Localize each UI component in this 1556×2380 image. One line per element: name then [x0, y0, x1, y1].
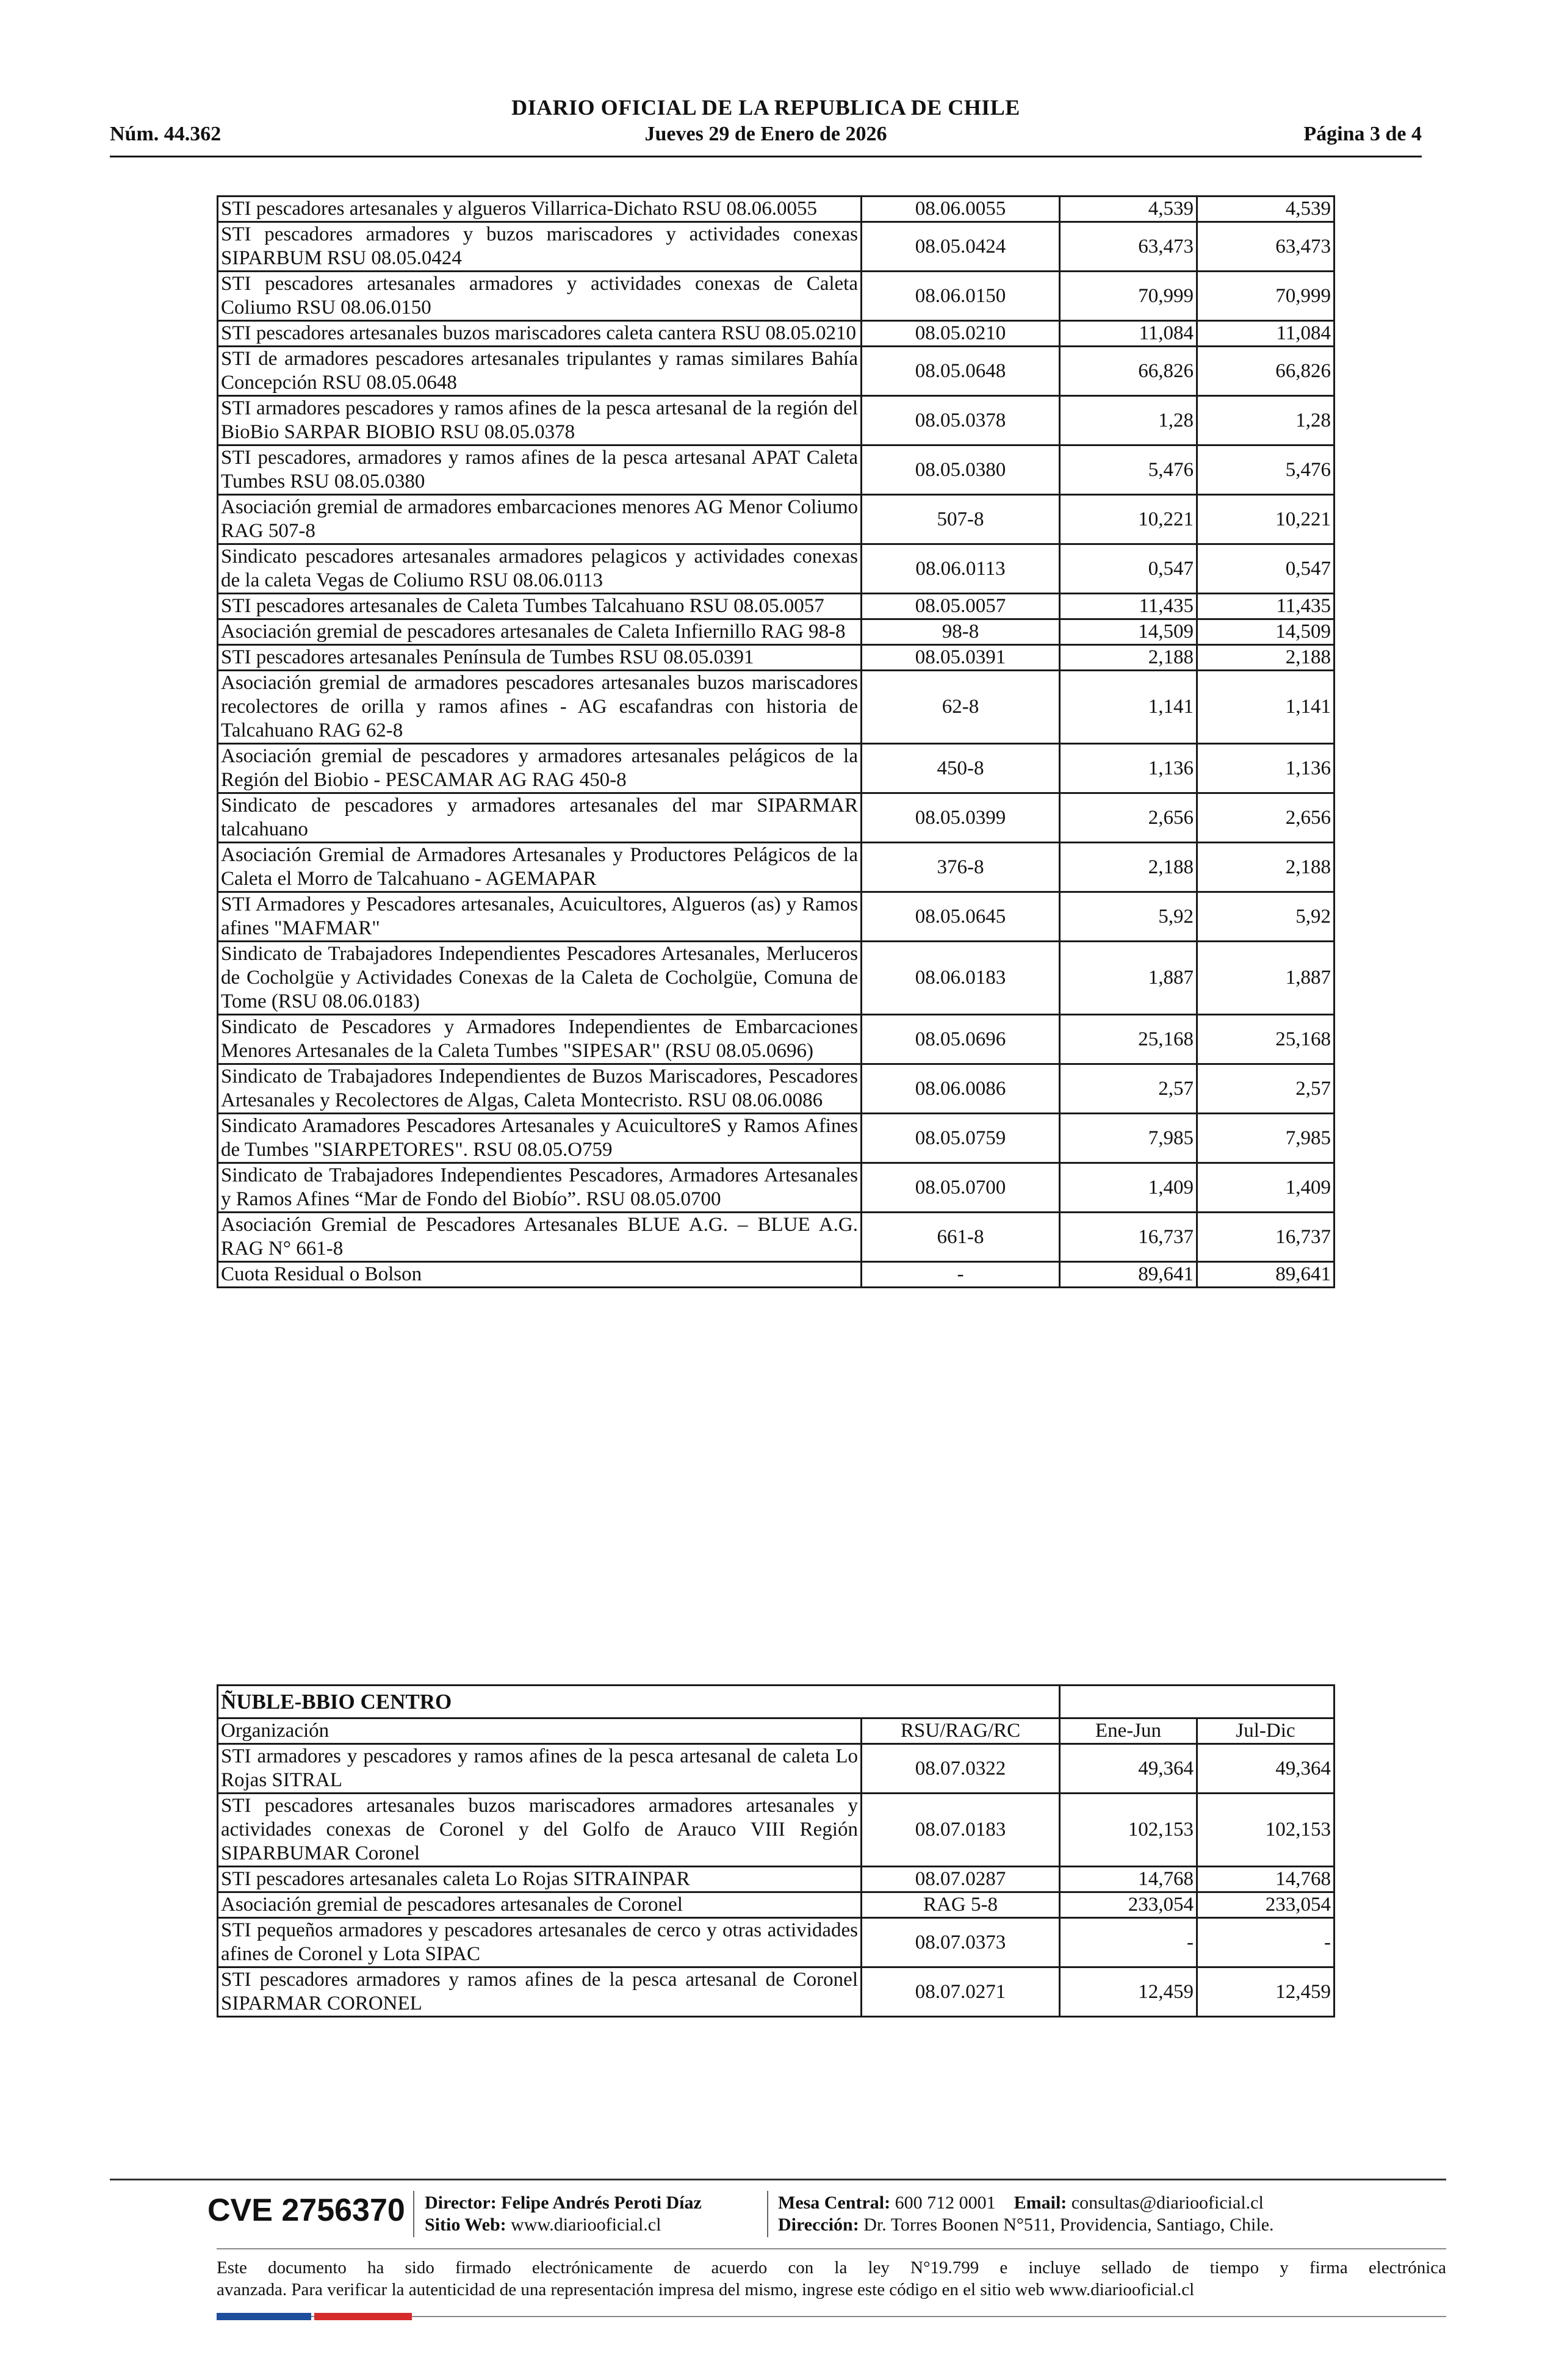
rsu-cell: 08.05.0399 — [862, 793, 1060, 843]
jul-dic-cell: 11,435 — [1197, 594, 1334, 619]
jul-dic-cell: 2,57 — [1197, 1064, 1334, 1114]
ene-jun-cell: 11,435 — [1060, 594, 1197, 619]
rsu-cell: 08.05.0391 — [862, 645, 1060, 671]
ene-jun-cell: 89,641 — [1060, 1262, 1197, 1288]
ene-jun-cell: 14,509 — [1060, 619, 1197, 645]
ene-jun-cell: 1,887 — [1060, 942, 1197, 1015]
ene-jun-cell: 14,768 — [1060, 1867, 1197, 1892]
jul-dic-cell: 0,547 — [1197, 544, 1334, 594]
rsu-cell: 08.05.0645 — [862, 892, 1060, 942]
issue-number: Núm. 44.362 — [110, 123, 222, 145]
rsu-cell: 08.06.0183 — [862, 942, 1060, 1015]
region-title: ÑUBLE-BBIO CENTRO — [218, 1686, 1060, 1718]
jul-dic-cell: 25,168 — [1197, 1015, 1334, 1064]
table-row — [218, 1744, 1334, 1794]
org-cell: STI pescadores armadores y buzos mariscadores y actividades conexas SIPARBUM RSU 08.05.0424 — [218, 222, 862, 272]
org-cell: STI pescadores artesanales de Caleta Tumbes Talcahuano RSU 08.05.0057 — [218, 594, 862, 619]
page-header — [110, 95, 1422, 162]
jul-dic-cell: 89,641 — [1197, 1262, 1334, 1288]
jul-dic-cell: 1,141 — [1197, 671, 1334, 744]
org-cell: Asociación gremial de armadores pescadores artesanales buzos mariscadores recolectores de orilla y ramos afines - AG escafandras con historia de Talcahuano RAG 62-8 — [218, 671, 862, 744]
address-text: Dr. Torres Boonen N°511, Providencia, Santiago, Chile. — [863, 2215, 1274, 2235]
rsu-cell: 08.05.0210 — [862, 321, 1060, 347]
rsu-cell: 08.07.0322 — [862, 1744, 1060, 1794]
rsu-cell: 507-8 — [862, 495, 1060, 544]
table-row — [218, 1213, 1334, 1262]
region-header-row — [218, 1686, 1334, 1718]
director-label: Director: — [425, 2193, 497, 2213]
ene-jun-cell: 102,153 — [1060, 1794, 1197, 1867]
footer-director-block — [425, 2192, 702, 2236]
ene-jun-cell: 11,084 — [1060, 321, 1197, 347]
table-row — [218, 396, 1334, 445]
ene-jun-cell: 16,737 — [1060, 1213, 1197, 1262]
jul-dic-cell: 2,656 — [1197, 793, 1334, 843]
rsu-cell: 08.06.0055 — [862, 197, 1060, 222]
rsu-cell: 08.05.0057 — [862, 594, 1060, 619]
ene-jun-cell: 7,985 — [1060, 1114, 1197, 1163]
jul-dic-cell: 1,887 — [1197, 942, 1334, 1015]
rsu-cell: 08.05.0424 — [862, 222, 1060, 272]
org-cell: STI pescadores artesanales armadores y actividades conexas de Caleta Coliumo RSU 08.06.0150 — [218, 272, 862, 321]
jul-dic-cell: 7,985 — [1197, 1114, 1334, 1163]
org-cell: Asociación Gremial de Pescadores Artesanales BLUE A.G. – BLUE A.G. RAG N° 661-8 — [218, 1213, 862, 1262]
jul-dic-cell: 102,153 — [1197, 1794, 1334, 1867]
ene-jun-cell: 49,364 — [1060, 1744, 1197, 1794]
table-row — [218, 843, 1334, 892]
ene-jun-cell: 2,57 — [1060, 1064, 1197, 1114]
ene-jun-cell: 25,168 — [1060, 1015, 1197, 1064]
table-row — [218, 347, 1334, 396]
org-cell: STI pescadores artesanales caleta Lo Rojas SITRAINPAR — [218, 1867, 862, 1892]
ene-jun-cell: 4,539 — [1060, 197, 1197, 222]
table-row — [218, 1867, 1334, 1892]
quota-table-body — [218, 1744, 1334, 2017]
col-header-jul-dic: Jul-Dic — [1197, 1718, 1334, 1744]
director-name: Felipe Andrés Peroti Díaz — [501, 2193, 702, 2213]
rsu-cell: 98-8 — [862, 619, 1060, 645]
jul-dic-cell: 14,768 — [1197, 1867, 1334, 1892]
rsu-cell: 08.07.0271 — [862, 1967, 1060, 2017]
org-cell: Asociación gremial de pescadores artesanales de Coronel — [218, 1892, 862, 1918]
cve-code: CVE 2756370 — [207, 2193, 405, 2228]
org-cell: Sindicato de Trabajadores Independientes de Buzos Mariscadores, Pescadores Artesanales y Recolectores de Algas, Caleta Montecristo. RSU 08.06.0086 — [218, 1064, 862, 1114]
org-cell: Sindicato pescadores artesanales armadores pelagicos y actividades conexas de la caleta Vegas de Coliumo RSU 08.06.0113 — [218, 544, 862, 594]
org-cell: Asociación gremial de pescadores artesanales de Caleta Infiernillo RAG 98-8 — [218, 619, 862, 645]
ene-jun-cell: 1,136 — [1060, 744, 1197, 793]
table-row — [218, 445, 1334, 495]
page-footer — [110, 2179, 1446, 2331]
header-rule — [110, 156, 1422, 157]
jul-dic-cell: 10,221 — [1197, 495, 1334, 544]
rsu-cell: 08.05.0700 — [862, 1163, 1060, 1213]
table-row — [218, 1918, 1334, 1967]
rsu-cell: 08.05.0759 — [862, 1114, 1060, 1163]
org-cell: STI pescadores artesanales y algueros Villarrica-Dichato RSU 08.06.0055 — [218, 197, 862, 222]
table-row — [218, 197, 1334, 222]
table-row — [218, 321, 1334, 347]
footer-rule — [110, 2179, 1446, 2180]
column-header-row — [218, 1718, 1334, 1744]
email-label: Email: — [1014, 2193, 1067, 2213]
org-cell: Sindicato de pescadores y armadores artesanales del mar SIPARMAR talcahuano — [218, 793, 862, 843]
table-row — [218, 1015, 1334, 1064]
table-row — [218, 1892, 1334, 1918]
org-cell: Asociación gremial de pescadores y armadores artesanales pelágicos de la Región del Biobio - PESCAMAR AG RAG 450-8 — [218, 744, 862, 793]
phone-label: Mesa Central: — [778, 2193, 891, 2213]
quota-table-body — [218, 197, 1334, 1288]
region-header-blank — [1060, 1686, 1334, 1718]
jul-dic-cell: - — [1197, 1918, 1334, 1967]
rsu-cell: 08.05.0648 — [862, 347, 1060, 396]
table-row — [218, 544, 1334, 594]
jul-dic-cell: 70,999 — [1197, 272, 1334, 321]
ene-jun-cell: 5,92 — [1060, 892, 1197, 942]
rsu-cell: 661-8 — [862, 1213, 1060, 1262]
rsu-cell: 376-8 — [862, 843, 1060, 892]
jul-dic-cell: 63,473 — [1197, 222, 1334, 272]
ene-jun-cell: 66,826 — [1060, 347, 1197, 396]
ene-jun-cell: - — [1060, 1918, 1197, 1967]
ene-jun-cell: 2,188 — [1060, 645, 1197, 671]
table-row — [218, 594, 1334, 619]
table-row — [218, 1967, 1334, 2017]
org-cell: STI Armadores y Pescadores artesanales, Acuicultores, Algueros (as) y Ramos afines "MAFMAR" — [218, 892, 862, 942]
gazette-title: DIARIO OFICIAL DE LA REPUBLICA DE CHILE — [511, 95, 1020, 120]
jul-dic-cell: 2,188 — [1197, 645, 1334, 671]
org-cell: STI pescadores artesanales buzos mariscadores armadores artesanales y actividades conexas de Coronel y del Golfo de Arauco VIII Región SIPARBUMAR Coronel — [218, 1794, 862, 1867]
org-cell: STI armadores y pescadores y ramos afines de la pesca artesanal de caleta Lo Rojas SITRAL — [218, 1744, 862, 1794]
jul-dic-cell: 5,92 — [1197, 892, 1334, 942]
rsu-cell: 62-8 — [862, 671, 1060, 744]
jul-dic-cell: 2,188 — [1197, 843, 1334, 892]
email-link[interactable]: consultas@diariooficial.cl — [1071, 2193, 1264, 2213]
legal-notice-line-2: avanzada. Para verificar la autenticidad de una representación impresa del mismo, ingrese este código en el sitio web www.diariooficial.cl — [217, 2280, 1195, 2299]
col-header-rsu: RSU/RAG/RC — [862, 1718, 1060, 1744]
rsu-cell: 08.06.0086 — [862, 1064, 1060, 1114]
footer-contact-block — [778, 2192, 1274, 2236]
org-cell: STI pequeños armadores y pescadores artesanales de cerco y otras actividades afines de Coronel y Lota SIPAC — [218, 1918, 862, 1967]
jul-dic-cell: 1,136 — [1197, 744, 1334, 793]
website-link[interactable]: www.diariooficial.cl — [511, 2215, 661, 2235]
org-cell: Sindicato de Trabajadores Independientes Pescadores, Armadores Artesanales y Ramos Afines “Mar de Fondo del Biobío”. RSU 08.05.0700 — [218, 1163, 862, 1213]
table-row — [218, 1163, 1334, 1213]
org-cell: STI de armadores pescadores artesanales tripulantes y ramas similares Bahía Concepción RSU 08.05.0648 — [218, 347, 862, 396]
org-cell: STI pescadores, armadores y ramos afines de la pesca artesanal APAT Caleta Tumbes RSU 08.05.0380 — [218, 445, 862, 495]
table-row — [218, 1262, 1334, 1288]
jul-dic-cell: 233,054 — [1197, 1892, 1334, 1918]
table-row — [218, 942, 1334, 1015]
org-cell: STI pescadores artesanales buzos mariscadores caleta cantera RSU 08.05.0210 — [218, 321, 862, 347]
rsu-cell: 08.05.0378 — [862, 396, 1060, 445]
table-row — [218, 222, 1334, 272]
jul-dic-cell: 12,459 — [1197, 1967, 1334, 2017]
rsu-cell: RAG 5-8 — [862, 1892, 1060, 1918]
table-row — [218, 272, 1334, 321]
table-row — [218, 1794, 1334, 1867]
rsu-cell: 08.07.0287 — [862, 1867, 1060, 1892]
ene-jun-cell: 5,476 — [1060, 445, 1197, 495]
rsu-cell: - — [862, 1262, 1060, 1288]
ene-jun-cell: 10,221 — [1060, 495, 1197, 544]
org-cell: STI armadores pescadores y ramos afines de la pesca artesanal de la región del BioBio SARPAR BIOBIO RSU 08.05.0378 — [218, 396, 862, 445]
rsu-cell: 08.05.0380 — [862, 445, 1060, 495]
table-row — [218, 744, 1334, 793]
issue-date: Jueves 29 de Enero de 2026 — [644, 123, 887, 145]
ene-jun-cell: 2,656 — [1060, 793, 1197, 843]
page-indicator: Página 3 de 4 — [1303, 123, 1422, 145]
rsu-cell: 08.07.0183 — [862, 1794, 1060, 1867]
ene-jun-cell: 1,141 — [1060, 671, 1197, 744]
ene-jun-cell: 70,999 — [1060, 272, 1197, 321]
jul-dic-cell: 49,364 — [1197, 1744, 1334, 1794]
rsu-cell: 08.07.0373 — [862, 1918, 1060, 1967]
ene-jun-cell: 1,28 — [1060, 396, 1197, 445]
org-cell: Sindicato de Pescadores y Armadores Independientes de Embarcaciones Menores Artesanales de la Caleta Tumbes "SIPESAR" (RSU 08.05.0696) — [218, 1015, 862, 1064]
legal-notice-line-1: Este documento ha sido firmado electrónicamente de acuerdo con la ley N°19.799 e incluye sellado de tiempo y firma electrónica — [217, 2258, 1446, 2277]
org-cell: Sindicato de Trabajadores Independientes Pescadores Artesanales, Merluceros de Cocholgüe y Actividades Conexas de la Caleta de Cocholgüe, Comuna de Tome (RSU 08.06.0183) — [218, 942, 862, 1015]
col-header-organizacion: Organización — [218, 1718, 862, 1744]
org-cell: Sindicato Aramadores Pescadores Artesanales y AcuicultoreS y Ramos Afines de Tumbes "SIARPETORES". RSU 08.05.O759 — [218, 1114, 862, 1163]
address-label: Dirección: — [778, 2215, 859, 2235]
org-cell: STI pescadores armadores y ramos afines de la pesca artesanal de Coronel SIPARMAR CORONEL — [218, 1967, 862, 2017]
table-row — [218, 671, 1334, 744]
jul-dic-cell: 1,28 — [1197, 396, 1334, 445]
footer-separator — [413, 2191, 414, 2237]
quota-table-biobio — [217, 195, 1335, 1288]
ene-jun-cell: 2,188 — [1060, 843, 1197, 892]
footer-separator — [767, 2191, 768, 2237]
org-cell: Asociación Gremial de Armadores Artesanales y Productores Pelágicos de la Caleta el Morro de Talcahuano - AGEMAPAR — [218, 843, 862, 892]
flag-red-bar — [314, 2313, 412, 2320]
ene-jun-cell: 0,547 — [1060, 544, 1197, 594]
org-cell: Cuota Residual o Bolson — [218, 1262, 862, 1288]
jul-dic-cell: 4,539 — [1197, 197, 1334, 222]
jul-dic-cell: 11,084 — [1197, 321, 1334, 347]
rsu-cell: 08.05.0696 — [862, 1015, 1060, 1064]
ene-jun-cell: 63,473 — [1060, 222, 1197, 272]
website-label: Sitio Web: — [425, 2215, 506, 2235]
rsu-cell: 08.06.0150 — [862, 272, 1060, 321]
table-row — [218, 645, 1334, 671]
quota-table-nuble-body — [217, 1717, 1335, 2018]
jul-dic-cell: 66,826 — [1197, 347, 1334, 396]
col-header-ene-jun: Ene-Jun — [1060, 1718, 1197, 1744]
ene-jun-cell: 1,409 — [1060, 1163, 1197, 1213]
jul-dic-cell: 14,509 — [1197, 619, 1334, 645]
table-row — [218, 892, 1334, 942]
table-row — [218, 495, 1334, 544]
jul-dic-cell: 5,476 — [1197, 445, 1334, 495]
flag-stripe — [217, 2313, 412, 2320]
ene-jun-cell: 12,459 — [1060, 1967, 1197, 2017]
jul-dic-cell: 1,409 — [1197, 1163, 1334, 1213]
rsu-cell: 08.06.0113 — [862, 544, 1060, 594]
table-row — [218, 793, 1334, 843]
table-row — [218, 619, 1334, 645]
phone-number: 600 712 0001 — [895, 2193, 996, 2213]
jul-dic-cell: 16,737 — [1197, 1213, 1334, 1262]
org-cell: STI pescadores artesanales Península de Tumbes RSU 08.05.0391 — [218, 645, 862, 671]
flag-blue-bar — [217, 2313, 311, 2320]
table-row — [218, 1114, 1334, 1163]
table-row — [218, 1064, 1334, 1114]
ene-jun-cell: 233,054 — [1060, 1892, 1197, 1918]
footer-divider — [217, 2248, 1446, 2249]
rsu-cell: 450-8 — [862, 744, 1060, 793]
quota-table-nuble-bbio-centro — [217, 1684, 1335, 1719]
org-cell: Asociación gremial de armadores embarcaciones menores AG Menor Coliumo RAG 507-8 — [218, 495, 862, 544]
